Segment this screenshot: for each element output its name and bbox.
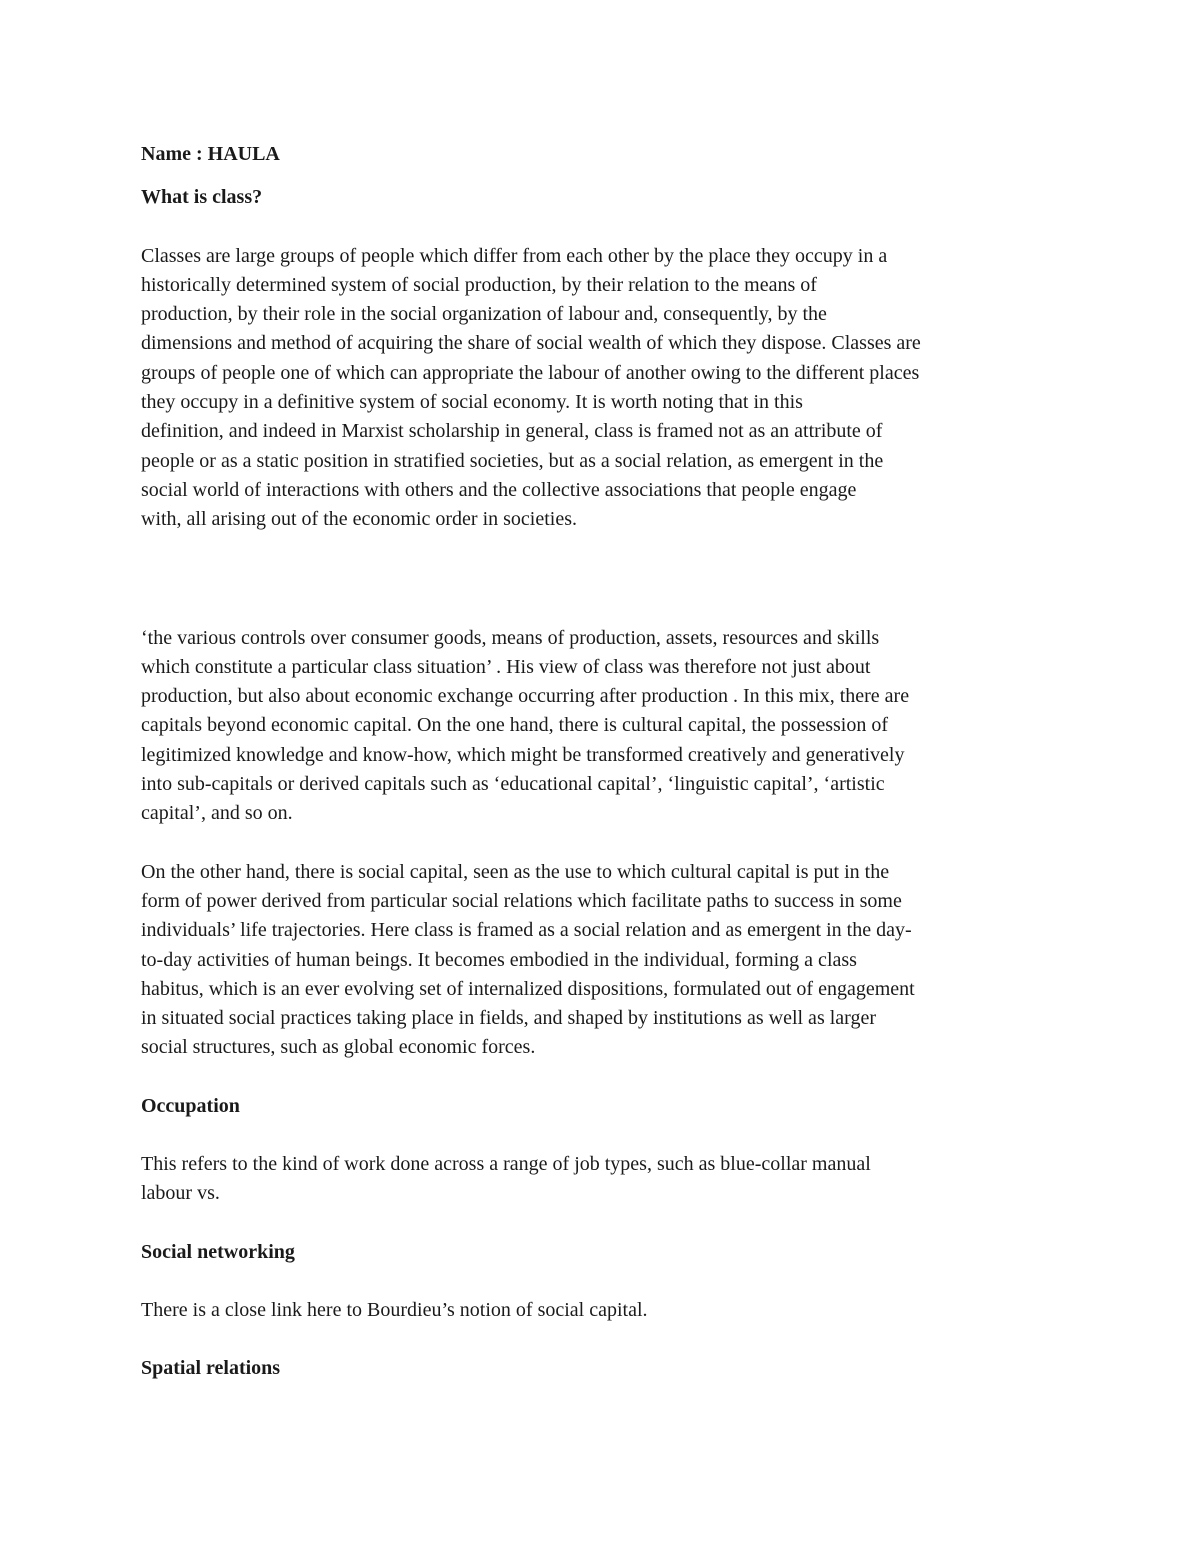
text-line: definition, and indeed in Marxist scholarship in general, class is framed not as an attribute of [141,420,883,443]
heading-occupation: Occupation [141,1094,240,1117]
text-line: This refers to the kind of work done across a range of job types, such as blue-collar manual [141,1153,871,1176]
text-line: ‘the various controls over consumer goods, means of production, assets, resources and skills [141,626,880,649]
text-line: habitus, which is an ever evolving set of internalized dispositions, formulated out of engagement [141,977,915,1000]
text-line: individuals’ life trajectories. Here class is framed as a social relation and as emergent in the day- [141,919,912,942]
paragraph-social-networking [141,1296,1066,1325]
text-line: There is a close link here to Bourdieu’s notion of social capital. [141,1298,648,1321]
text-line: into sub-capitals or derived capitals such as ‘educational capital’, ‘linguistic capital’, ‘artistic [141,773,885,796]
text-line: social structures, such as global economic forces. [141,1036,536,1059]
paragraph-occupation [141,1150,1066,1209]
text-line: Classes are large groups of people which differ from each other by the place they occupy in a [141,244,888,267]
text-line: to-day activities of human beings. It becomes embodied in the individual, forming a class [141,948,857,971]
heading-what-is-class: What is class? [141,186,263,209]
text-line: with, all arising out of the economic order in societies. [141,508,577,531]
text-line: capitals beyond economic capital. On the one hand, there is cultural capital, the possession of [141,714,888,737]
heading-social-networking: Social networking [141,1240,295,1263]
paragraph-class-definition [141,242,1066,535]
text-line: which constitute a particular class situation’ . His view of class was therefore not just about [141,655,871,678]
text-line: groups of people one of which can appropriate the labour of another owing to the different places [141,361,920,384]
paragraph-class-situation [141,624,1066,829]
text-line: labour vs. [141,1182,220,1205]
text-line: production, by their role in the social organization of labour and, consequently, by the [141,303,827,326]
text-line: production, but also about economic exchange occurring after production . In this mix, there are [141,685,910,708]
text-line: On the other hand, there is social capital, seen as the use to which cultural capital is put in the [141,860,890,883]
text-line: historically determined system of social production, by their relation to the means of [141,273,817,296]
text-line: capital’, and so on. [141,802,293,825]
text-line: legitimized knowledge and know-how, which might be transformed creatively and generatively [141,743,905,766]
text-line: in situated social practices taking place in fields, and shaped by institutions as well as larger [141,1007,876,1030]
text-line: form of power derived from particular social relations which facilitate paths to success in some [141,889,902,912]
document-page [141,140,1066,1384]
paragraph-social-capital [141,858,1066,1063]
text-line: social world of interactions with others and the collective associations that people engage [141,478,857,501]
heading-spatial-relations: Spatial relations [141,1357,281,1380]
text-line: dimensions and method of acquiring the share of social wealth of which they dispose. Classes are [141,332,921,355]
name-line: Name : HAULA [141,143,280,165]
text-line: people or as a static position in stratified societies, but as a social relation, as emergent in the [141,449,884,472]
text-line: they occupy in a definitive system of social economy. It is worth noting that in this [141,391,803,414]
